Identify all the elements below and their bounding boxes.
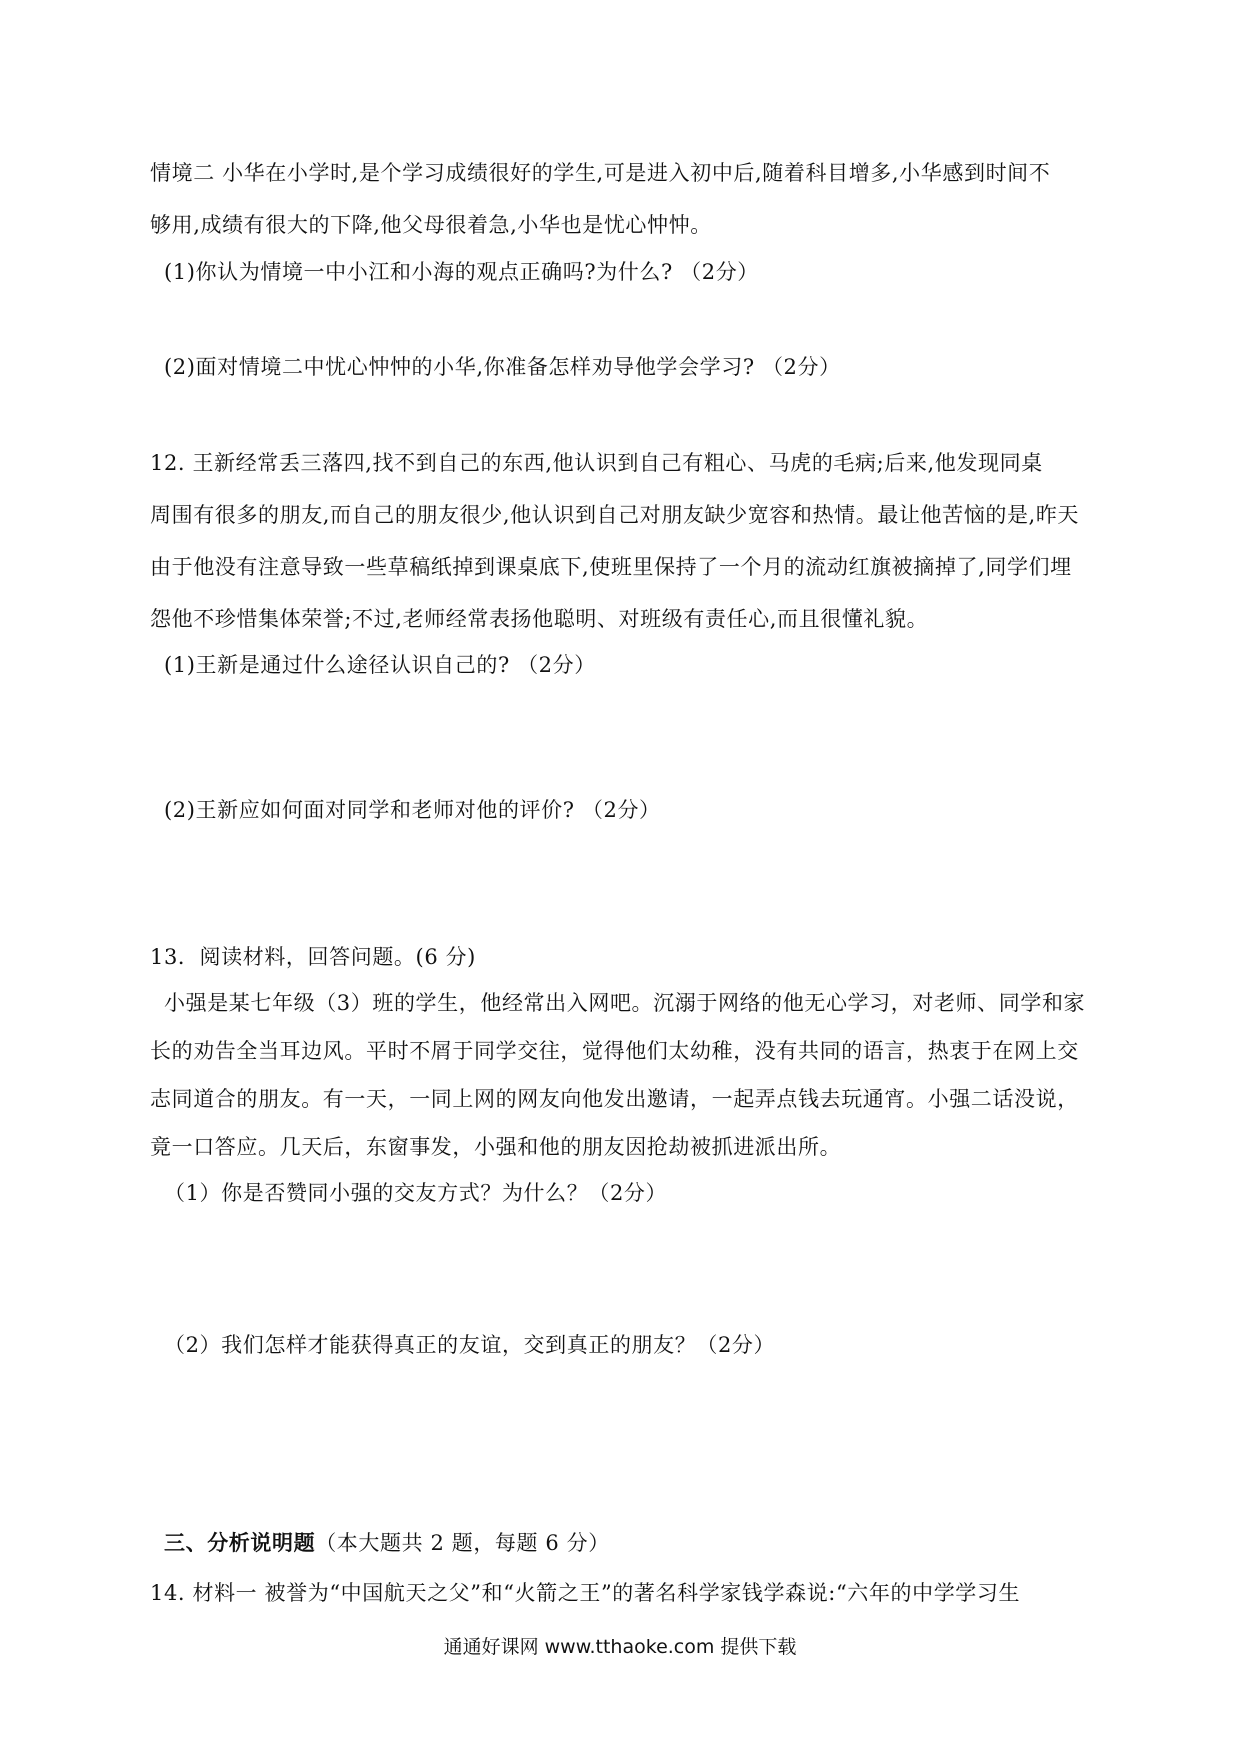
question-13-heading: 13．阅读材料，回答问题。(6 分) <box>150 945 476 969</box>
question-12-line-4: 怨他不珍惜集体荣誉;不过,老师经常表扬他聪明、对班级有责任心,而且很懂礼貌。 <box>150 607 929 631</box>
question-12-line-1: 12. 王新经常丢三落四,找不到自己的东西,他认识到自己有粗心、马虎的毛病;后来,他发现同桌 <box>150 451 1043 475</box>
section-3-note: （本大题共 2 题，每题 6 分） <box>315 1531 610 1555</box>
question-12-line-3: 由于他没有注意导致一些草稿纸掉到课桌底下,使班里保持了一个月的流动红旗被摘掉了,同学们埋 <box>150 555 1072 579</box>
section-3-heading <box>164 1528 610 1558</box>
question-13-material-line-1: 小强是某七年级（3）班的学生，他经常出入网吧。沉溺于网络的他无心学习，对老师、同学和家 <box>164 991 1086 1015</box>
question-11-part-2: (2)面对情境二中忧心忡忡的小华,你准备怎样劝导他学会学习? （2分） <box>164 355 841 379</box>
question-13-material-line-4: 竟一口答应。几天后，东窗事发，小强和他的朋友因抢劫被抓进派出所。 <box>150 1135 842 1159</box>
scenario-two-line-2: 够用,成绩有很大的下降,他父母很着急,小华也是忧心忡忡。 <box>150 213 712 237</box>
page-footer: 通通好课网 www.tthaoke.com 提供下载 <box>443 1636 797 1658</box>
question-13-material-line-3: 志同道合的朋友。有一天，一同上网的网友向他发出邀请，一起弄点钱去玩通宵。小强二话没说， <box>150 1087 1079 1111</box>
question-12-line-2: 周围有很多的朋友,而自己的朋友很少,他认识到自己对朋友缺少宽容和热情。最让他苦恼的是,昨天 <box>150 503 1080 527</box>
section-3-title: 三、分析说明题 <box>164 1530 316 1555</box>
question-12-part-2: (2)王新应如何面对同学和老师对他的评价? （2分） <box>164 798 661 822</box>
scenario-two-line-1: 情境二 小华在小学时,是个学习成绩很好的学生,可是进入初中后,随着科目增多,小华感到时间不 <box>150 161 1051 185</box>
question-13-material-line-2: 长的劝告全当耳边风。平时不屑于同学交往，觉得他们太幼稚，没有共同的语言，热衷于在网上交 <box>150 1039 1079 1063</box>
question-14-line-1: 14. 材料一 被誉为“中国航天之父”和“火箭之王”的著名科学家钱学森说:“六年的中学学习生 <box>150 1581 1021 1605</box>
question-11-part-1: (1)你认为情境一中小江和小海的观点正确吗?为什么? （2分） <box>164 260 759 284</box>
question-12-part-1: (1)王新是通过什么途径认识自己的? （2分） <box>164 653 596 677</box>
question-13-part-2: （2）我们怎样才能获得真正的友谊，交到真正的朋友？（2分） <box>164 1333 776 1357</box>
question-13-part-1: （1）你是否赞同小强的交友方式？为什么？（2分） <box>164 1181 668 1205</box>
